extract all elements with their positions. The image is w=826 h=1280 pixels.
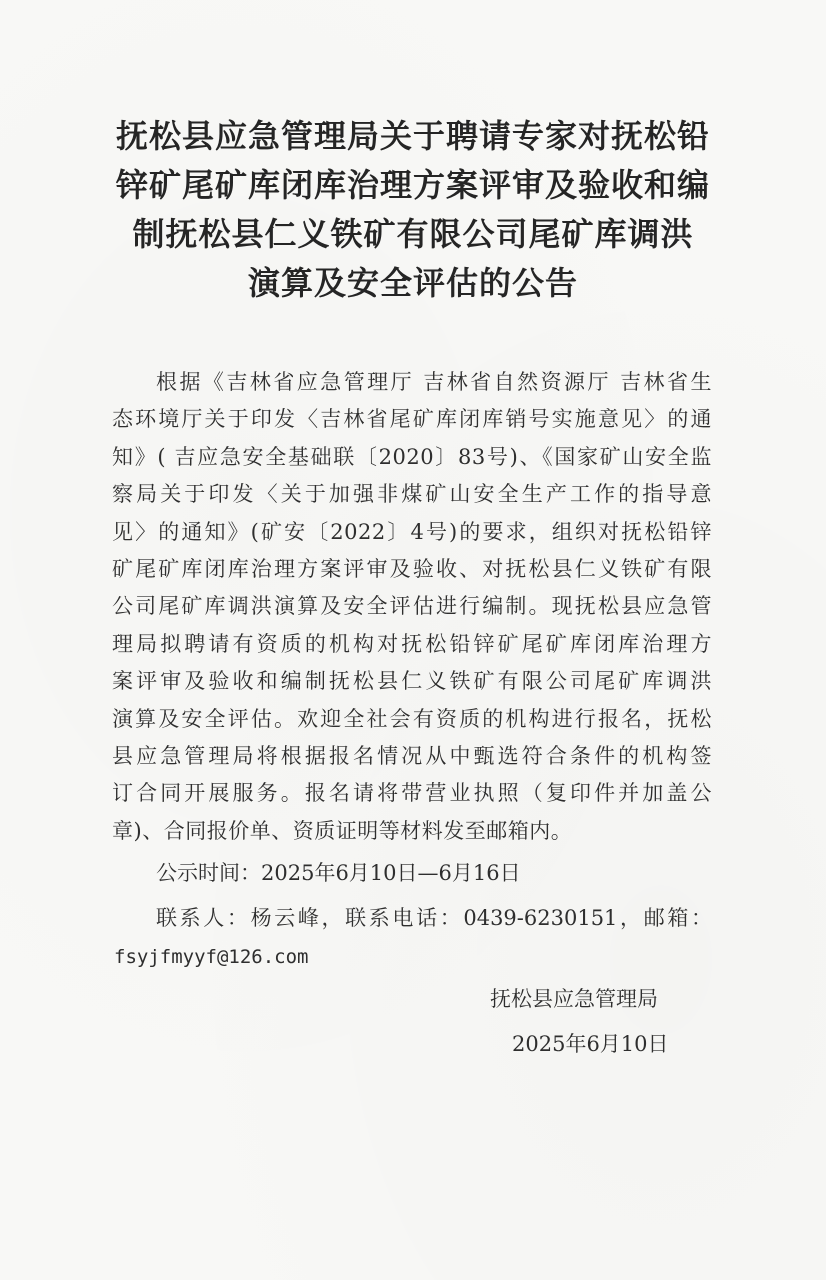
body-paragraph — [112, 364, 712, 850]
issuer-signature: 抚松县应急管理局 — [490, 987, 658, 1011]
body-line: 察局关于印发〈关于加强非煤矿山安全生产工作的指导意 — [112, 482, 712, 507]
title-line: 演算及安全评估的公告 — [247, 264, 578, 302]
body-line: 订合同开展服务。报名请将带营业执照（复印件并加盖公 — [112, 781, 712, 806]
contact-info: 联系人：杨云峰，联系电话：0439-6230151，邮箱： — [156, 906, 712, 930]
body-line: 矿尾矿库闭库治理方案评审及验收、对抚松县仁义铁矿有限 — [112, 557, 712, 582]
body-line: 知》( 吉应急安全基础联〔2020〕83号)、《国家矿山安全监 — [112, 444, 712, 469]
title-line: 制抚松县仁义铁矿有限公司尾矿库调洪 — [132, 215, 694, 253]
body-line: 章)、合同报价单、资质证明等材料发至邮箱内。 — [112, 818, 573, 843]
issue-date: 2025年6月10日 — [512, 1032, 669, 1056]
body-line: 见〉的通知》(矿安〔2022〕4号)的要求，组织对抚松铅锌 — [112, 519, 712, 544]
body-line: 根据《吉林省应急管理厅 吉林省自然资源厅 吉林省生 — [156, 370, 712, 394]
body-line: 案评审及验收和编制抚松县仁义铁矿有限公司尾矿库调洪 — [112, 669, 712, 694]
title-line: 锌矿尾矿库闭库治理方案评审及验收和编 — [115, 166, 710, 204]
title-line: 抚松县应急管理局关于聘请专家对抚松铅 — [115, 117, 710, 155]
body-line: 态环境厅关于印发〈吉林省尾矿库闭库销号实施意见〉的通 — [112, 407, 712, 432]
document-title — [60, 112, 766, 308]
contact-email: fsyjfmyyf@126.com — [114, 946, 309, 968]
notice-period: 公示时间：2025年6月10日—6月16日 — [156, 861, 521, 885]
body-line: 理局拟聘请有资质的机构对抚松铅锌矿尾矿库闭库治理方 — [112, 631, 712, 656]
body-line: 县应急管理局将根据报名情况从中甄选符合条件的机构签 — [112, 744, 712, 769]
body-line: 演算及安全评估。欢迎全社会有资质的机构进行报名，抚松 — [112, 706, 712, 731]
body-line: 公司尾矿库调洪演算及安全评估进行编制。现抚松县应急管 — [112, 594, 712, 619]
